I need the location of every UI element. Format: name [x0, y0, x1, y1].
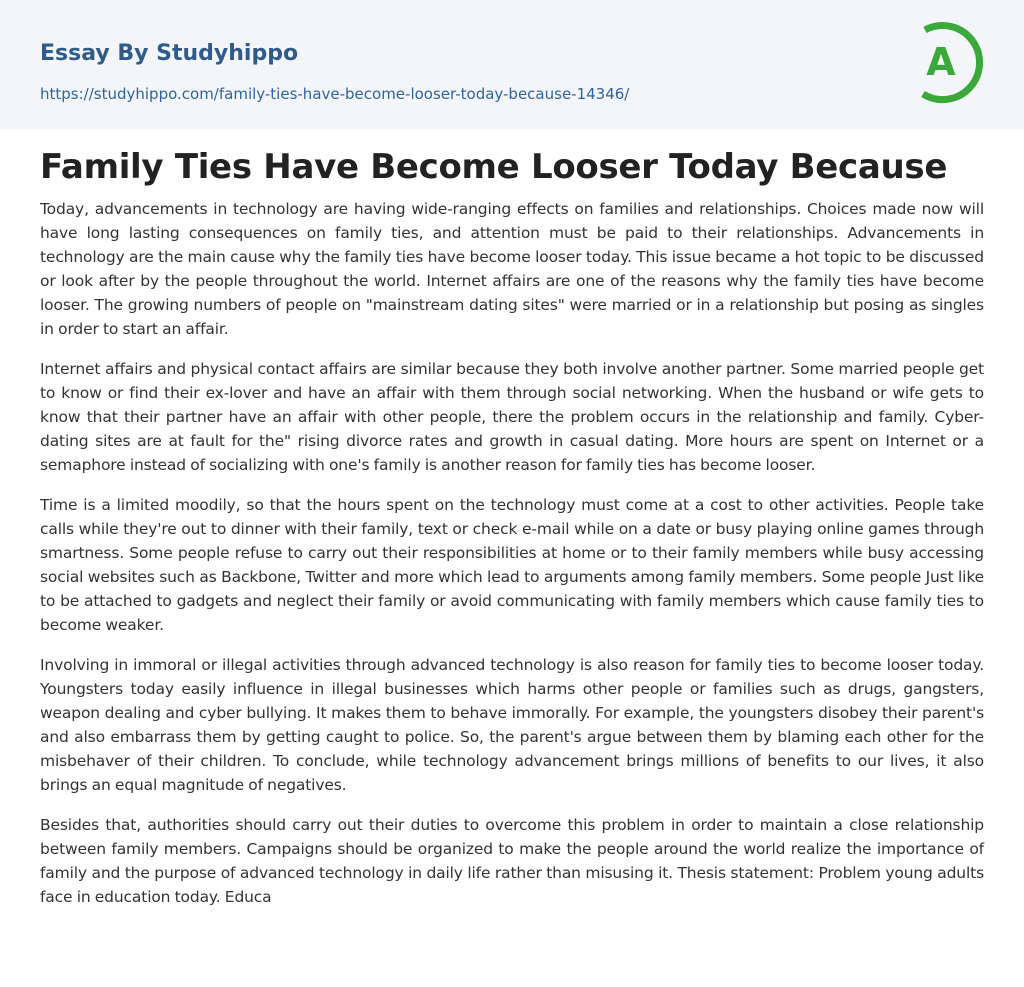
essay-paragraph: Time is a limited moodily, so that the hours spent on the technology must come at a cost to other activities. People take calls while they're out to dinner with their family, text or check e-mail while on a date or busy playing online games through smartness. Some people refuse to carry out their responsibilities at home or to their family members while busy accessing social websites such as Backbone, Twitter and more which lead to arguments among family members. Some people Just like to be attached to gadgets and neglect their family or avoid communicating with family members which cause family ties to become weaker.: [40, 496, 984, 634]
site-title: Essay By Studyhippo: [40, 41, 299, 66]
essay-url-link[interactable]: https://studyhippo.com/family-ties-have-become-looser-today-because-14346/: [40, 85, 630, 103]
essay-paragraph: Today, advancements in technology are having wide-ranging effects on families and relationships. Choices made now will have long lasting consequences on family ties, and attention must be paid to their relationships. Advancements in technology are the main cause why the family ties have become looser today. This issue became a hot topic to be discussed or look after by the people throughout the world. Internet affairs are one of the reasons why the family ties have become looser. The growing numbers of people on "mainstream dating sites" were married or in a relationship but posing as singles in order to start an affair.: [40, 200, 984, 338]
essay-paragraph: Involving in immoral or illegal activities through advanced technology is also reason for family ties to become looser today. Youngsters today easily influence in illegal businesses which harms other people or families such as drugs, gangsters, weapon dealing and cyber bullying. It makes them to behave immorally. For example, the youngsters disobey their parent's and also embarrass them by getting caught to police. So, the parent's argue between them by blaming each other for the misbehaver of their children. To conclude, while technology advancement brings millions of benefits to our lives, it also brings an equal magnitude of negatives.: [40, 656, 984, 794]
essay-title: Family Ties Have Become Looser Today Because: [40, 147, 948, 187]
site-header: [0, 0, 1024, 129]
essay-content: [40, 143, 984, 909]
logo-letter: A: [926, 40, 956, 84]
essay-paragraph: Besides that, authorities should carry out their duties to overcome this problem in order to maintain a close relationship between family members. Campaigns should be organized to make the people around the world realize the importance of family and the purpose of advanced technology in daily life rather than misusing it. Thesis statement: Problem young adults face in education today. Educa: [40, 816, 984, 906]
essay-paragraph: Internet affairs and physical contact affairs are similar because they both involve another partner. Some married people get to know or find their ex-lover and have an affair with them through social networking. When the husband or wife gets to know that their partner have an affair with other people, there the problem occurs in the relationship and family. Cyber- dating sites are at fault for the" rising divorce rates and growth in casual dating. More hours are spent on Internet or a semaphore instead of socializing with one's family is another reason for family ties has become looser.: [40, 360, 984, 474]
studyhippo-logo[interactable]: [905, 18, 989, 106]
